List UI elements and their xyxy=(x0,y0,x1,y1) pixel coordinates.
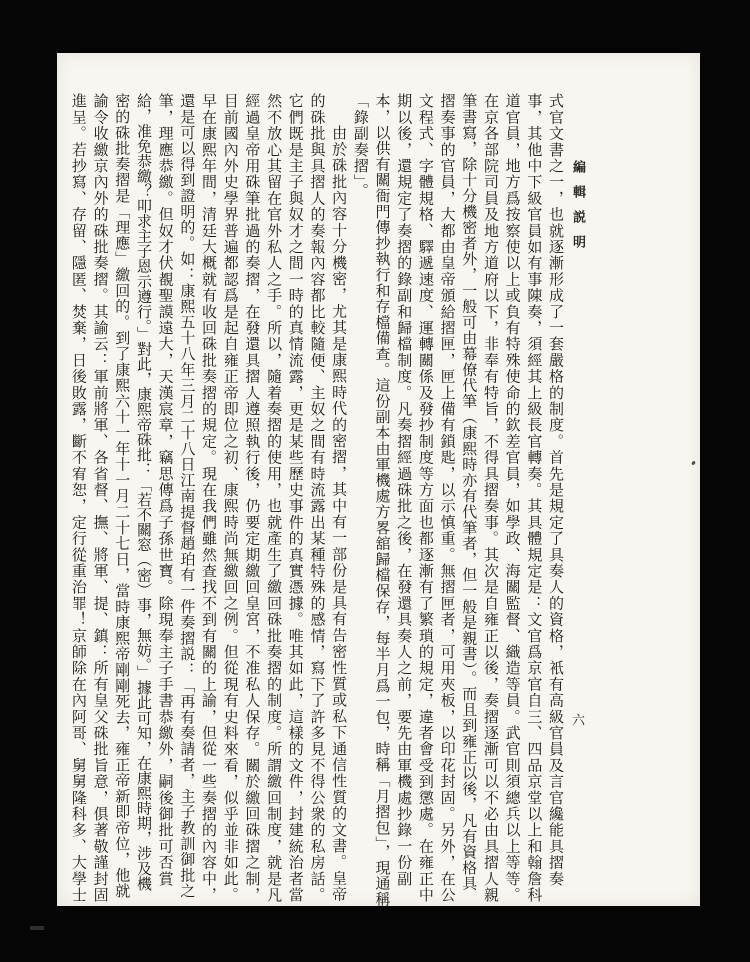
scan-artifact xyxy=(30,926,44,930)
text-column: 「錄副奏摺」。 xyxy=(351,93,368,199)
page-number: 六 xyxy=(570,713,585,726)
text-column: 密的硃批奏摺是「理應」繳回的。到了康熙六十一年十一月二十七日，當時康熙帝剛剛死去，雍正帝新即帝位，他就 xyxy=(113,93,130,899)
text-column: 的硃批與具摺人的奏報內容都比較隨便、主奴之間有時流露出某種特殊的感情，寫下了許多見不得公衆的私房話。 xyxy=(308,93,325,903)
text-column: 早在康熙年間，清廷大概就有收回硃批奏摺的規定。現在我們雖然查找不到有關的上諭，但從一些奏摺的內容中， xyxy=(200,93,216,903)
running-title: 編輯説明 xyxy=(571,160,586,260)
text-column: 經過皇帝用硃筆批過的奏摺，在發還具摺人遵照執行後，仍要定期繳回皇宮，不准私人保存。關於繳回硃摺之制， xyxy=(243,93,260,903)
text-column: 筆，理應恭繳。但奴才伏覩聖謨遠大，天漢宸章，竊思傳爲子孫世寶。除現奉主子手書恭繳外，嗣後御批可否賞 xyxy=(156,93,173,887)
scan-speck xyxy=(691,461,696,466)
text-column: 進呈。若抄寫、存留、隱匿、焚棄，日後敗露，斷不宥恕，定行從重治罪！京師除在內阿哥、舅舅隆科多、大學士 xyxy=(69,93,86,903)
text-column-paragraph-start: 由於硃批內容十分機密，尤其是康熙時代的密摺，其中有一部份是具有告密性質或私下通信性質的文書。皇帝 xyxy=(330,125,347,903)
text-column: 道官員，地方爲按察使以上或負有特殊使命的欽差官員，如學政、海關監督、織造等員。武官則須總兵以上等等。 xyxy=(503,93,520,903)
text-column: 諭令收繳京內外的硃批奏摺。其諭云：軍前將軍、各省督、撫、將軍、提、鎮：所有皇父硃批旨意，俱著敬謹封固 xyxy=(91,93,108,903)
text-column: 摺奏事的官員，大都由皇帝頒給摺匣，匣上備有鎖匙，以示慎重。無摺匣者，可用夾板，以印花封固。另外，在公 xyxy=(438,93,455,903)
text-column: 文程式、字體規格、驛遞速度、運轉關係及發抄制度等方面也都逐漸有了繁瑣的規定，違者會受到懲處。在雍正中 xyxy=(416,93,433,903)
text-column: 在京各部院司員及地方道府以下，非奉有特旨，不得具摺奏事。其次是自雍正以後，奏摺逐漸可以不必由具摺人親 xyxy=(481,93,498,903)
text-column: 給，准免恭繳？叩求主子恩示遵行。」對此，康熙帝硃批：「若不關窓（密）事，無妨。」據此可知，在康熙時期，涉及機 xyxy=(134,93,151,891)
text-column: 目前國內外史學界普遍都認爲是起自雍正帝即位之初、康熙時尚無繳回之例。但從現有史料來看，似乎並非如此。 xyxy=(221,93,238,903)
text-column: 它們既是主子與奴才之間一時的真情流露，更是某些歷史事件的真實憑據。唯其如此，這樣的文件，封建統治者當 xyxy=(286,93,303,903)
text-column: 本，以供有關衙門傳抄執行和存檔備查。這份副本由軍機處方畧舘歸檔保存，每半月爲一包，時稱「月摺包」，現通稱 xyxy=(373,93,390,908)
body-text xyxy=(66,93,565,908)
text-column: 式官文書之一，也就逐漸形成了一套嚴格的制度。首先是規定了具奏人的資格，衹有高級官員及言官纔能具摺奏 xyxy=(547,93,563,887)
text-column: 還是可以得到證明的。如：康熙五十八年三月二十八日江南提督趙珀有一件奏摺説：「再有奏請者，主子教訓御批之 xyxy=(178,93,195,899)
book-page xyxy=(57,53,700,906)
text-column: 筆書寫，除十分機密者外，一般可由幕僚代筆（康熙時亦有代筆者，但一般是親書）。而且到雍正以後，凡有資格具 xyxy=(460,93,477,892)
text-column: 然不放心其留在官外私人之手。所以，隨着奏摺的使用，也就產生了繳回硃批奏摺的制度。所謂繳回制度，就是凡 xyxy=(265,93,282,903)
text-column: 期以後，還規定了奏摺的錄副和歸檔制度。凡奏摺經過硃批之後，在發還具奏人之前，要先由軍機處抄錄一份副 xyxy=(395,93,412,887)
text-column: 事，其他中下級官員如有事陳奏，須經其上級長官轉奏。其具體規定是：文官爲京官自三、四品京堂以上和翰詹科 xyxy=(525,93,542,903)
